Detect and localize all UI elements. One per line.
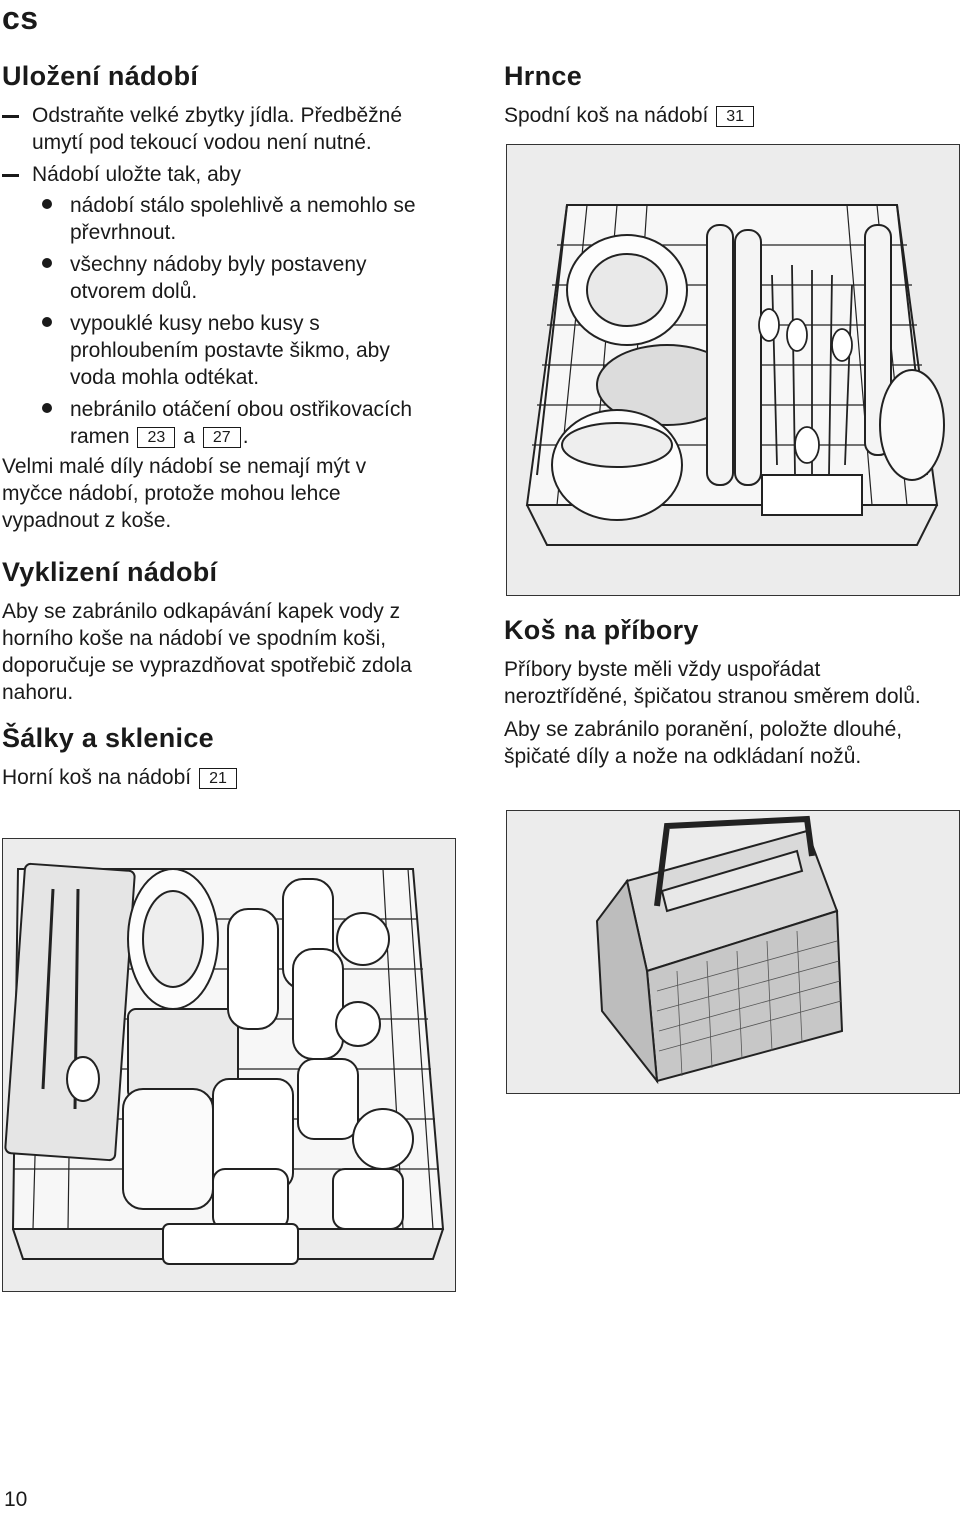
bullet-openings-down: všechny nádoby byly postaveny otvorem dolů. [2, 251, 410, 305]
ref-box-21: 21 [199, 768, 237, 789]
ref-box-23: 23 [137, 427, 175, 448]
right-column-lower [504, 612, 960, 770]
lower-basket-illustration [506, 144, 960, 596]
bullet-tilted: vypouklé kusy nebo kusy s prohloubením postavte šikmo, aby voda mohla odtékat. [2, 310, 410, 391]
instruction-remove-food: Odstraňte velké zbytky jídla. Předběžné umytí pod tekoucí vodou není nutné. [2, 102, 442, 156]
language-code: cs [2, 0, 39, 36]
arrange-bullet-list [2, 192, 472, 450]
cutlery-basket-illustration [506, 810, 960, 1094]
instruction-list [2, 102, 472, 188]
bullet-spray-arms-text: nebránilo otáčení obou ostřikovacích ramen [70, 398, 413, 448]
bullet-spray-arms-end: . [242, 425, 249, 448]
lower-basket-drawing [507, 145, 959, 595]
ref-box-27: 27 [203, 427, 241, 448]
cutlery-basket-drawing [507, 811, 959, 1093]
left-column [2, 58, 472, 791]
bullet-spray-arms-and: a [183, 425, 195, 448]
section-title-pots: Hrnce [504, 61, 583, 91]
right-column [504, 58, 960, 129]
ref-box-31: 31 [716, 106, 754, 127]
bullet-spray-arms [2, 396, 470, 450]
section-title-cups-glasses: Šálky a sklenice [2, 723, 214, 753]
cutlery-text-2: Aby se zabránilo poranění, položte dlouhé, špičaté díly a nože na odkládaní nožů. [504, 718, 903, 768]
upper-basket-caption [2, 764, 472, 791]
unloading-text: Aby se zabránilo odkapávání kapek vody z horního koše na nádobí ve spodním koši, doporučuje se vyprazdňovat spotřebič zdola nahoru. [2, 600, 412, 704]
section-title-loading: Uložení nádobí [2, 61, 199, 91]
upper-basket-caption-text: Horní koš na nádobí [2, 766, 192, 789]
upper-basket-illustration [2, 838, 456, 1292]
instruction-arrange-label: Nádobí uložte tak, aby [32, 163, 241, 186]
section-title-unloading: Vyklizení nádobí [2, 557, 218, 587]
lower-basket-caption [504, 102, 960, 129]
lower-basket-caption-text: Spodní koš na nádobí [504, 104, 709, 127]
page-number: 10 [4, 1488, 28, 1511]
cutlery-text-1: Příbory byste měli vždy uspořádat neroztříděné, špičatou stranou směrem dolů. [504, 658, 921, 708]
instruction-arrange [2, 161, 472, 188]
upper-basket-drawing [3, 839, 455, 1291]
bullet-stable: nádobí stálo spolehlivě a nemohlo se převrhnout. [2, 192, 430, 246]
small-items-note: Velmi malé díly nádobí se nemají mýt v myčce nádobí, protože mohou lehce vypadnout z koše. [2, 455, 367, 532]
section-title-cutlery-basket: Koš na příbory [504, 615, 699, 645]
